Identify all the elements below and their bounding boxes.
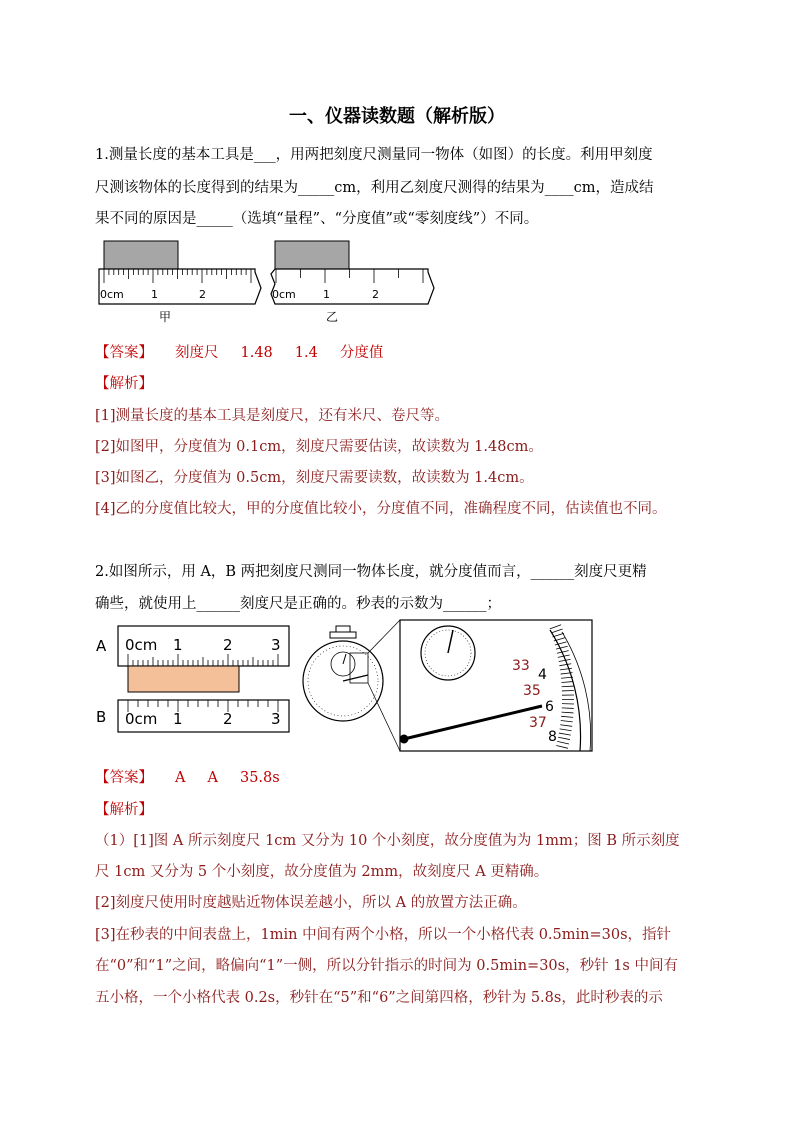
ruler-jia-tick-2: 2 — [199, 288, 206, 301]
stopwatch-icon — [303, 626, 383, 721]
ruler-a-tick-2: 2 — [223, 636, 233, 654]
q1-line-3: 果不同的原因是_____（选填“量程”、“分度值”或“零刻度线”）不同。 — [95, 211, 539, 227]
object-block-jia — [104, 241, 178, 269]
q2-answer — [95, 766, 302, 787]
dial-37: 37 — [529, 715, 547, 731]
ruler-a-tick-1: 1 — [173, 636, 183, 654]
q2-line-2: 确些，就使用上______刻度尺是正确的。秒表的示数为______； — [95, 596, 501, 612]
dial-4: 4 — [538, 667, 547, 683]
ruler-b-tick-2: 2 — [223, 710, 233, 728]
q1-answer-2: 1.48 — [240, 345, 273, 361]
stopwatch-figure — [300, 618, 600, 756]
caption-yi: 乙 — [326, 310, 339, 324]
ruler-yi — [271, 241, 434, 324]
q1-answer-4: 分度值 — [339, 345, 384, 361]
q2-analysis-6: 五小格，一个小格代表 0.2s，秒针在“5”和“6”之间第四格，秒针为 5.8s，此时秒表的示 — [95, 990, 663, 1006]
dial-33: 33 — [512, 658, 530, 674]
q2-answer-1: A — [175, 770, 186, 786]
ruler-jia-tick-1: 1 — [151, 288, 158, 301]
q1-answer-3: 1.4 — [294, 345, 318, 361]
dial-35: 35 — [523, 683, 541, 699]
dial-6: 6 — [545, 699, 554, 715]
ruler-b-zero: 0cm — [125, 710, 158, 728]
page-title: 一、仪器读数题（解析版） — [289, 106, 505, 127]
q1-line-2: 尺测该物体的长度得到的结果为_____cm，利用乙刻度尺测得的结果为____cm，造成结 — [95, 180, 654, 196]
ruler-yi-tick-1: 1 — [323, 288, 330, 301]
dial-8: 8 — [548, 729, 557, 745]
ruler-a-zero: 0cm — [125, 636, 158, 654]
q1-analysis-4: [4]乙的分度值比较大，甲的分度值比较小，分度值不同，准确程度不同，估读值也不同。 — [95, 501, 667, 517]
q1-answer-1: 刻度尺 — [175, 345, 219, 361]
ruler-jia — [99, 241, 261, 324]
ruler-b-tick-3: 3 — [271, 710, 281, 728]
ruler-yi-tick-2: 2 — [372, 288, 379, 301]
q2-analysis-1: （1）[1]图 A 所示刻度尺 1cm 又分为 10 个小刻度，故分度值为为 1mm；图 B 所示刻度 — [95, 833, 680, 849]
q2-analysis-label: 【解析】 — [95, 802, 153, 818]
q1-analysis-label: 【解析】 — [95, 376, 153, 392]
q2-analysis-3: [2]刻度尺使用时度越贴近物体误差越小，所以 A 的放置方法正确。 — [95, 895, 527, 911]
q1-ruler-figure — [95, 238, 440, 330]
caption-jia: 甲 — [159, 310, 172, 324]
q1-analysis-1: [1]测量长度的基本工具是刻度尺，还有米尺、卷尺等。 — [95, 408, 450, 424]
ruler-jia-zero: 0cm — [100, 288, 124, 301]
q1-analysis-2: [2]如图甲，分度值为 0.1cm，刻度尺需要估读，故读数为 1.48cm。 — [95, 439, 543, 455]
q2-answer-2: A — [207, 770, 218, 786]
object-block-yi — [275, 241, 349, 269]
ruler-a-tick-3: 3 — [271, 636, 281, 654]
q1-line-1: 1.测量长度的基本工具是___，用两把刻度尺测量同一物体（如图）的长度。利用甲刻度 — [95, 147, 653, 163]
q2-ruler-figure — [92, 620, 292, 738]
q1-answer-label: 【答案】 — [95, 345, 153, 361]
q2-analysis-2: 尺 1cm 又分为 5 个小刻度，故分度值为 2mm，故刻度尺 A 更精确。 — [95, 864, 549, 880]
label-a: A — [96, 637, 107, 655]
q1-answer — [95, 341, 405, 362]
q2-analysis-5: 在“0”和“1”之间，略偏向“1”一侧，所以分针指示的时间为 0.5min=30s，秒针 1s 中间有 — [95, 958, 678, 974]
measured-object — [128, 666, 239, 692]
ruler-yi-zero: 0cm — [272, 288, 296, 301]
q2-line-1: 2.如图所示，用 A，B 两把刻度尺测同一物体长度，就分度值而言，______刻度尺更精 — [95, 564, 647, 580]
q2-answer-3: 35.8s — [239, 770, 280, 786]
second-hand-pivot — [400, 735, 409, 744]
ruler-b-tick-1: 1 — [173, 710, 183, 728]
q2-analysis-4: [3]在秒表的中间表盘上，1min 中间有两个小格，所以一个小格代表 0.5min=30s，指针 — [95, 927, 672, 943]
q1-analysis-3: [3]如图乙，分度值为 0.5cm，刻度尺需要读数，故读数为 1.4cm。 — [95, 470, 534, 486]
q2-answer-label: 【答案】 — [95, 770, 153, 786]
label-b: B — [96, 708, 107, 726]
